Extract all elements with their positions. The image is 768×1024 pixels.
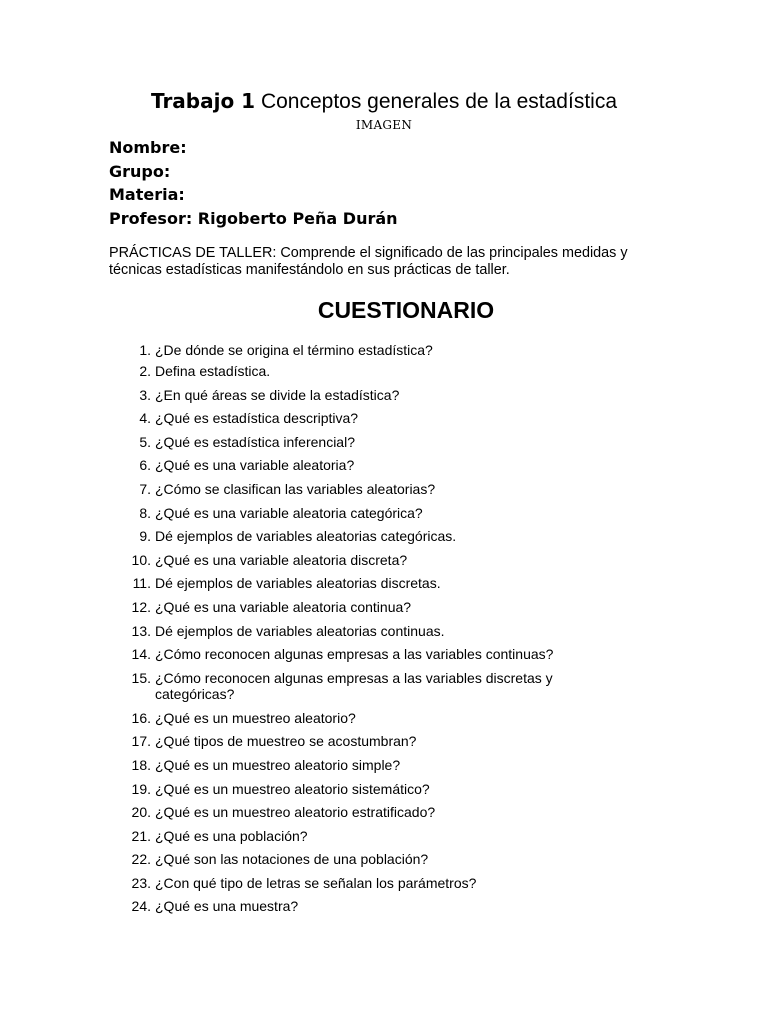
question-text: ¿De dónde se origina el término estadística? <box>155 342 433 358</box>
question-number: 18. <box>131 756 151 773</box>
question-text: ¿Cómo se clasifican las variables aleatorias? <box>155 480 436 497</box>
question-number: 1. <box>139 342 151 358</box>
question-number: 7. <box>139 480 151 497</box>
name-field-label: Nombre: <box>109 138 187 157</box>
question-item <box>109 898 629 922</box>
question-number: 21. <box>131 827 151 844</box>
question-number: 20. <box>131 804 151 821</box>
student-info-fields <box>109 136 398 230</box>
group-field-label: Grupo: <box>109 161 171 181</box>
question-number: 24. <box>131 898 151 915</box>
question-item <box>109 757 629 781</box>
question-number: 12. <box>131 598 151 615</box>
question-item <box>109 875 629 899</box>
title-bold: Trabajo 1 <box>151 89 256 113</box>
question-item <box>109 505 629 529</box>
question-text: ¿En qué áreas se divide la estadística? <box>155 386 400 403</box>
title-rest: Conceptos generales de la estadística <box>260 90 617 113</box>
professor-field-label: Profesor: Rigoberto Peña Durán <box>109 208 398 228</box>
question-text: ¿Qué son las notaciones de una población? <box>155 851 429 868</box>
document-title <box>0 86 768 117</box>
questionnaire-heading: CUESTIONARIO <box>317 297 495 323</box>
question-number: 19. <box>131 780 151 797</box>
image-placeholder-label: IMAGEN <box>355 118 413 132</box>
question-text: Dé ejemplos de variables aleatorias discretas. <box>155 575 441 592</box>
question-text: Dé ejemplos de variables aleatorias continuas. <box>155 622 445 639</box>
question-item <box>109 481 629 505</box>
question-text: ¿Qué es una variable aleatoria categórica? <box>155 504 423 521</box>
question-text: ¿Qué es estadística descriptiva? <box>155 410 359 427</box>
question-item <box>109 781 629 805</box>
question-text: ¿Qué es una muestra? <box>155 898 299 915</box>
question-item <box>109 623 629 647</box>
question-item <box>109 733 629 757</box>
question-number: 23. <box>131 874 151 891</box>
question-number: 22. <box>131 851 151 868</box>
question-number: 9. <box>139 528 151 545</box>
question-item <box>109 342 629 363</box>
question-text: Dé ejemplos de variables aleatorias categóricas. <box>155 528 457 545</box>
question-list <box>109 342 629 922</box>
subject-field-label: Materia: <box>109 185 185 204</box>
question-text: ¿Con qué tipo de letras se señalan los parámetros? <box>155 874 477 891</box>
question-item <box>109 646 629 670</box>
question-number: 14. <box>131 646 151 663</box>
question-text: ¿Qué es un muestreo aleatorio estratificado? <box>155 804 436 821</box>
question-item <box>109 710 629 734</box>
question-number: 10. <box>131 551 151 568</box>
question-text: ¿Qué es un muestreo aleatorio simple? <box>155 756 401 773</box>
question-item <box>109 828 629 852</box>
question-text: ¿Cómo reconocen algunas empresas a las variables continuas? <box>155 646 554 663</box>
question-number: 2. <box>139 363 151 379</box>
question-number: 16. <box>131 709 151 726</box>
question-item <box>109 387 629 411</box>
question-text: ¿Qué es un muestreo aleatorio? <box>155 709 356 726</box>
question-item <box>109 434 629 458</box>
question-number: 3. <box>139 386 151 403</box>
question-number: 15. <box>131 669 151 686</box>
question-number: 13. <box>131 622 151 639</box>
question-text: Defina estadística. <box>155 363 271 379</box>
question-text: ¿Qué es estadística inferencial? <box>155 433 355 450</box>
question-number: 8. <box>139 504 151 521</box>
question-item <box>109 552 629 576</box>
question-number: 17. <box>131 733 151 750</box>
question-text: ¿Qué es un muestreo aleatorio sistemático? <box>155 780 430 797</box>
question-item <box>109 804 629 828</box>
question-item <box>109 851 629 875</box>
question-text: ¿Qué es una variable aleatoria discreta? <box>155 551 408 568</box>
question-item <box>109 410 629 434</box>
question-number: 6. <box>139 457 151 474</box>
question-item <box>109 575 629 599</box>
question-text: ¿Qué es una población? <box>155 827 308 844</box>
question-item <box>109 599 629 623</box>
question-text: ¿Qué tipos de muestreo se acostumbran? <box>155 733 417 750</box>
question-text: ¿Qué es una variable aleatoria continua? <box>155 598 412 615</box>
question-item <box>109 363 629 387</box>
question-number: 5. <box>139 433 151 450</box>
question-item <box>109 457 629 481</box>
question-text: ¿Cómo reconocen algunas empresas a las variables discretas y categóricas? <box>155 669 553 702</box>
workshop-practice-text: PRÁCTICAS DE TALLER: Comprende el significado de las principales medidas y técnicas estadísticas manifestándolo en sus prácticas de taller. <box>109 245 628 278</box>
question-item <box>109 528 629 552</box>
question-number: 4. <box>139 410 151 427</box>
question-number: 11. <box>132 575 151 592</box>
question-item <box>109 670 629 710</box>
question-text: ¿Qué es una variable aleatoria? <box>155 457 355 474</box>
